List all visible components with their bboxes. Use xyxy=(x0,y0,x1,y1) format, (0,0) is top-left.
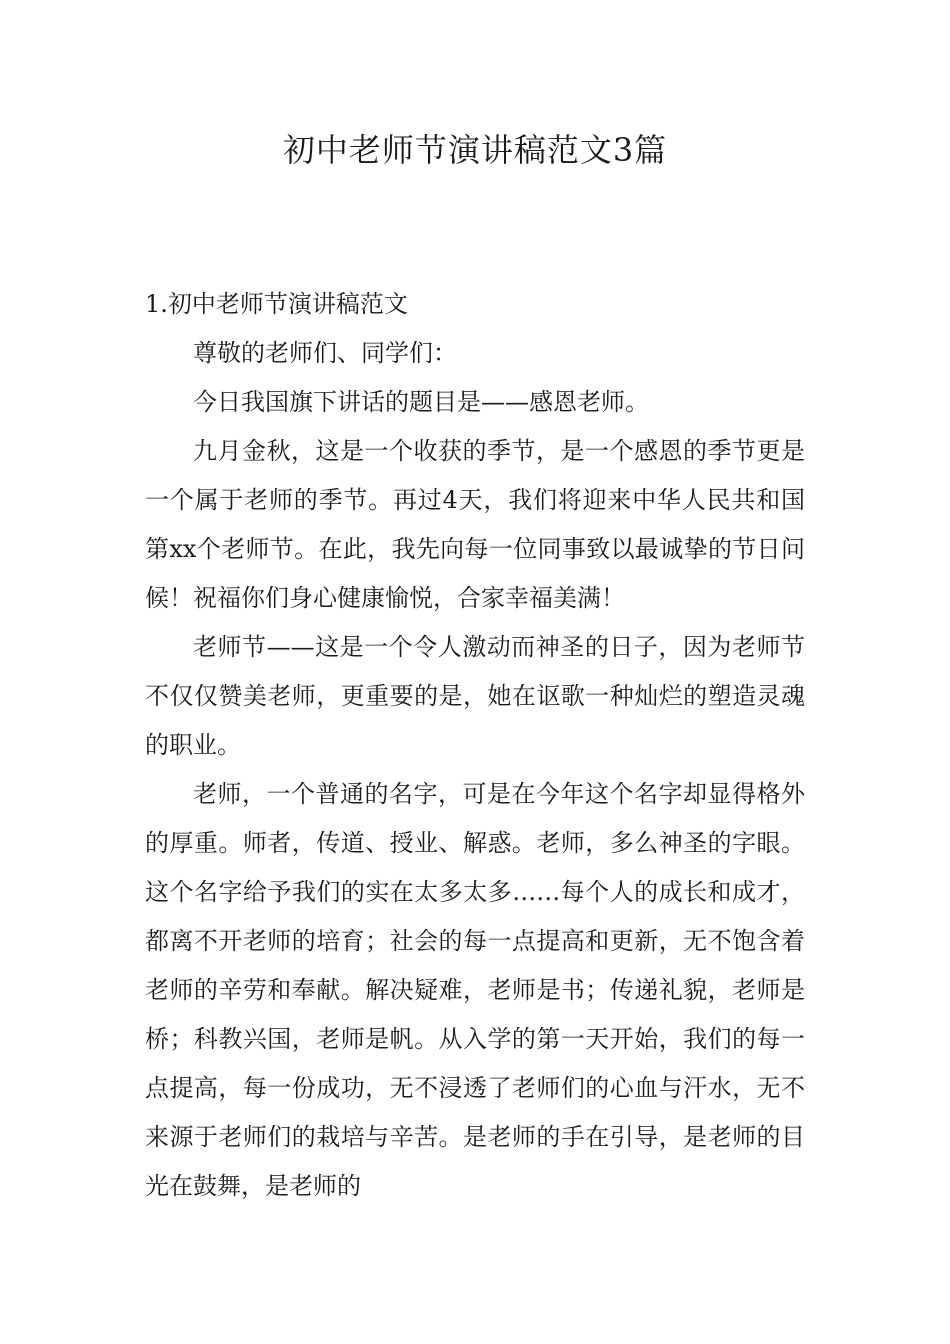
paragraph-autumn: 九月金秋，这是一个收获的季节，是一个感恩的季节更是一个属于老师的季节。再过4天，我们将迎来中华人民共和国第xx个老师节。在此，我先向每一位同事致以最诚挚的节日问候！祝福你们身心健康愉悦，合家幸福美满！ xyxy=(145,437,805,612)
document-title: 初中老师节演讲稿范文3篇 xyxy=(282,131,668,169)
paragraph-teacher-name: 老师，一个普通的名字，可是在今年这个名字却显得格外的厚重。师者，传道、授业、解惑。老师，多么神圣的字眼。这个名字给予我们的实在太多太多……每个人的成长和成才，都离不开老师的培育；社会的每一点提高和更新，无不饱含着老师的辛劳和奉献。解决疑难，老师是书；传递礼貌，老师是桥；科教兴国，老师是帆。从入学的第一天开始，我们的每一点提高，每一份成功，无不浸透了老师们的心血与汗水，无不来源于老师们的栽培与辛苦。是老师的手在引导，是老师的目光在鼓舞，是老师的 xyxy=(145,780,805,1200)
paragraph-teachers-day: 老师节——这是一个令人激动而神圣的日子，因为老师节不仅仅赞美老师，更重要的是，她在讴歌一种灿烂的塑造灵魂的职业。 xyxy=(145,633,805,759)
section-heading: 1.初中老师节演讲稿范文 xyxy=(145,290,408,318)
paragraph-greeting: 尊敬的老师们、同学们： xyxy=(193,339,457,367)
document-body xyxy=(145,280,805,1211)
paragraph-topic: 今日我国旗下讲话的题目是——感恩老师。 xyxy=(193,388,649,416)
